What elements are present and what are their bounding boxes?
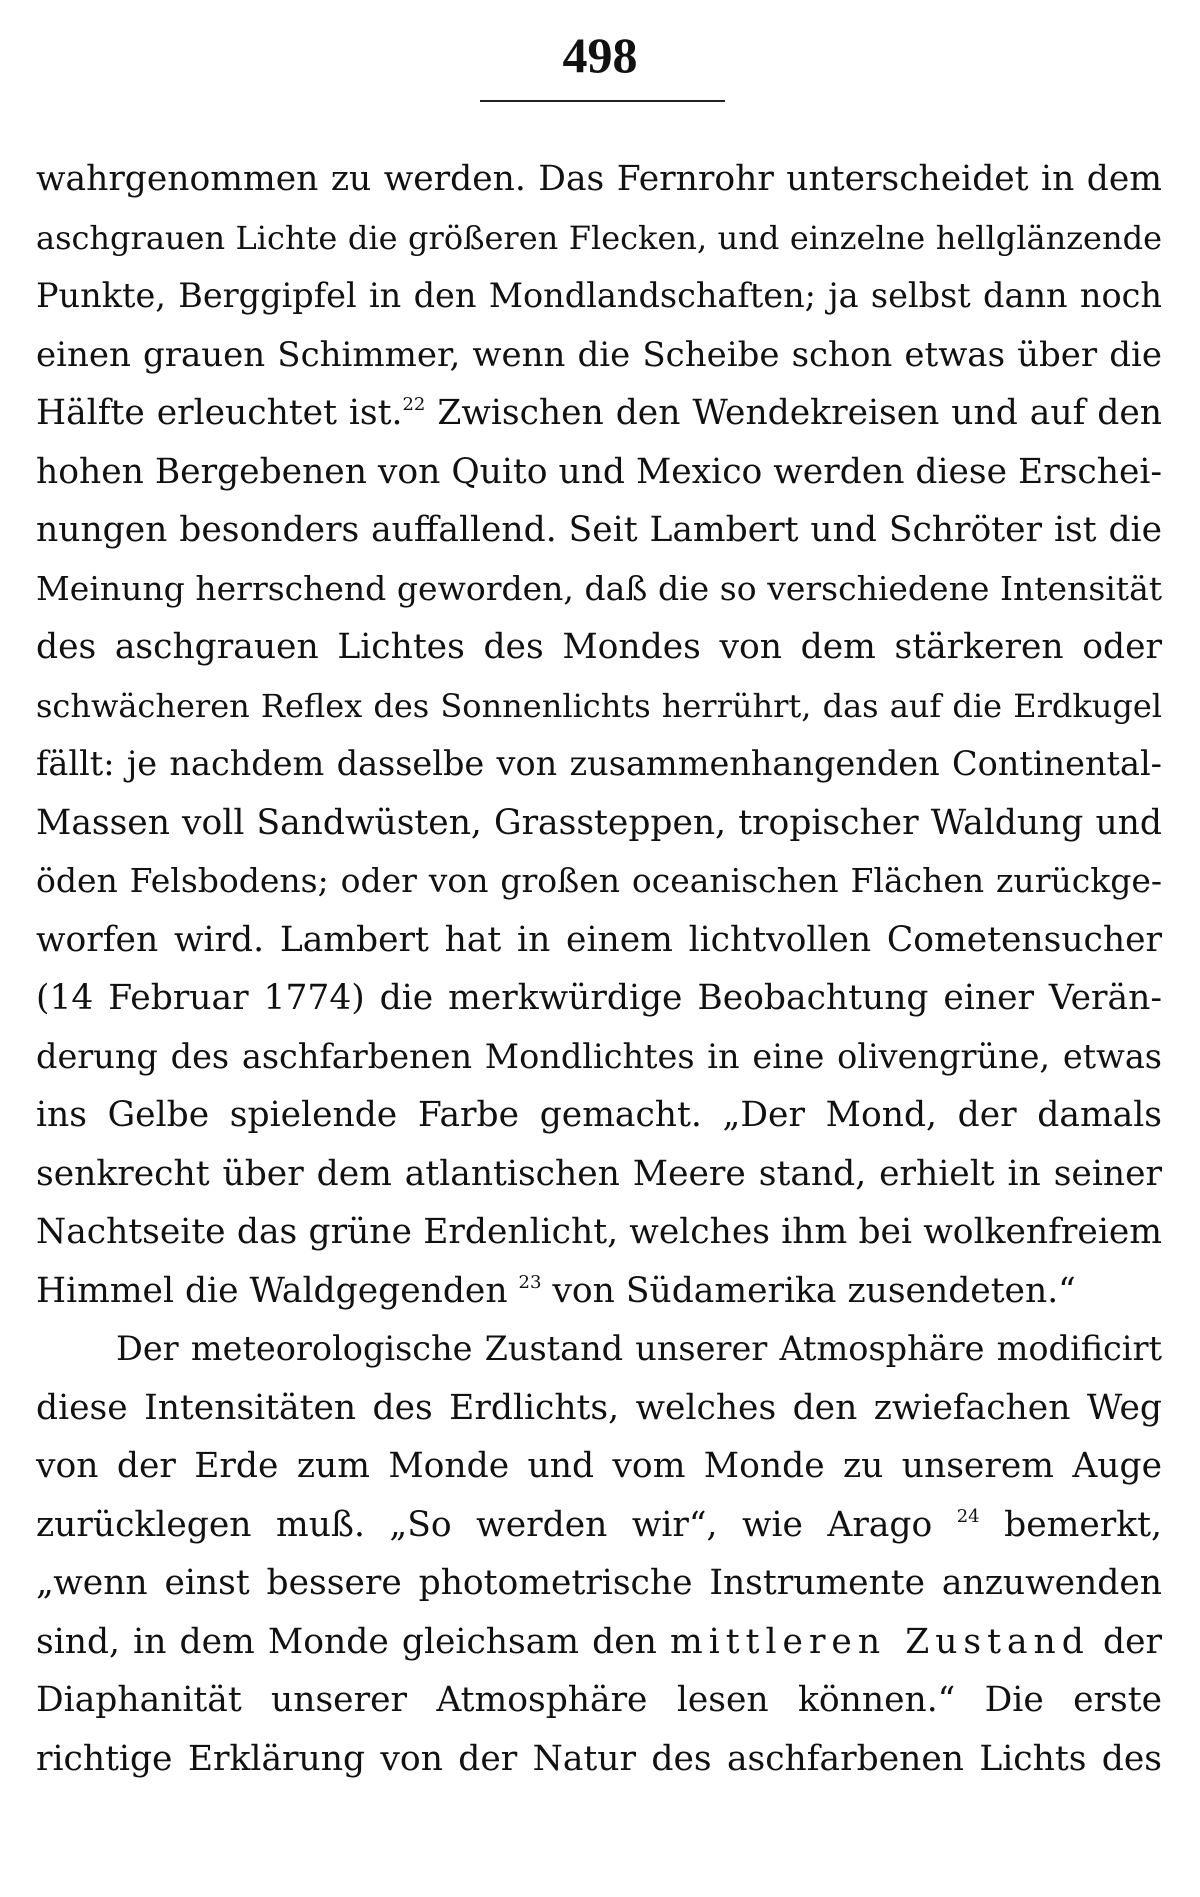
text-line — [36, 1496, 1162, 1555]
footnote-ref-22: 22 — [402, 394, 426, 415]
text-line — [36, 1262, 1162, 1321]
text-line: „wenn einst bessere photometrische Instrumente anzuwenden — [36, 1563, 1162, 1603]
text-segment: sind, in dem Monde gleichsam den — [36, 1621, 657, 1662]
emphasized-text: mittleren Zustand — [670, 1621, 1090, 1662]
text-line: schwächeren Reflex des Sonnenlichts herrührt, das auf die Erdkugel — [36, 686, 1162, 725]
text-line: Diaphanität unserer Atmosphäre lesen können.“ Die erste — [36, 1680, 1162, 1720]
header-rule — [480, 100, 725, 102]
body-text — [36, 150, 1162, 1788]
text-line: nungen besonders auffallend. Seit Lambert und Schröter ist die — [36, 510, 1162, 550]
text-line: Meinung herrschend geworden, daß die so verschiedene Intensität — [36, 568, 1162, 608]
text-line: Punkte, Berggipfel in den Mondlandschaften; ja selbst dann noch — [36, 276, 1162, 315]
text-segment: Himmel die Waldgegenden — [36, 1270, 508, 1311]
text-line: Der meteorologische Zustand unserer Atmosphäre modificirt — [116, 1329, 1162, 1368]
text-segment: der — [1103, 1621, 1163, 1662]
text-line: des aschgrauen Lichtes des Mondes von dem stärkeren oder — [36, 627, 1162, 667]
text-segment: Hälfte erleuchtet ist. — [36, 393, 403, 433]
text-line: diese Intensitäten des Erdlichts, welches den zwiefachen Weg — [36, 1387, 1162, 1428]
text-line: wahrgenommen zu werden. Das Fernrohr unterscheidet in dem — [36, 159, 1162, 199]
text-line: fällt: je nachdem dasselbe von zusammenhangenden Continental- — [36, 744, 1162, 783]
text-line: aschgrauen Lichte die größeren Flecken, und einzelne hellglänzende — [36, 218, 1162, 257]
footnote-ref-24: 24 — [956, 1505, 980, 1527]
text-line: senkrecht über dem atlantischen Meere stand, erhielt in seiner — [36, 1153, 1162, 1194]
text-line: ins Gelbe spielende Farbe gemacht. „Der Mond, der damals — [36, 1095, 1162, 1135]
text-line: (14 Februar 1774) die merkwürdige Beobachtung einer Verän- — [36, 978, 1162, 1018]
text-segment: zurücklegen muß. „So werden wir“, wie Arago — [36, 1504, 933, 1545]
text-segment: von Südamerika zusendeten.“ — [552, 1270, 1076, 1311]
page-number: 498 — [562, 27, 638, 83]
text-line: Massen voll Sandwüsten, Grassteppen, tropischer Waldung und — [36, 802, 1162, 843]
text-segment: Zwischen den Wendekreisen und auf den — [437, 393, 1163, 433]
text-line — [36, 384, 1162, 443]
text-line: worfen wird. Lambert hat in einem lichtvollen Cometensucher — [36, 919, 1162, 960]
text-line: derung des aschfarbenen Mondlichtes in eine olivengrüne, etwas — [36, 1036, 1162, 1076]
text-line: einen grauen Schimmer, wenn die Scheibe schon etwas über die — [36, 334, 1162, 375]
text-line: von der Erde zum Monde und vom Monde zu unserem Auge — [36, 1446, 1162, 1486]
footnote-ref-23: 23 — [518, 1271, 542, 1293]
text-line: richtige Erklärung von der Natur des aschfarbenen Lichts des — [36, 1738, 1162, 1779]
text-line — [36, 1613, 1162, 1672]
text-segment: bemerkt, — [1004, 1504, 1162, 1545]
text-line: Nachtseite das grüne Erdenlicht, welches ihm bei wolkenfreiem — [36, 1212, 1162, 1252]
text-line: hohen Bergebenen von Quito und Mexico werden diese Erschei- — [36, 451, 1163, 492]
text-line: öden Felsbodens; oder von großen oceanischen Flächen zurückge- — [36, 861, 1162, 900]
